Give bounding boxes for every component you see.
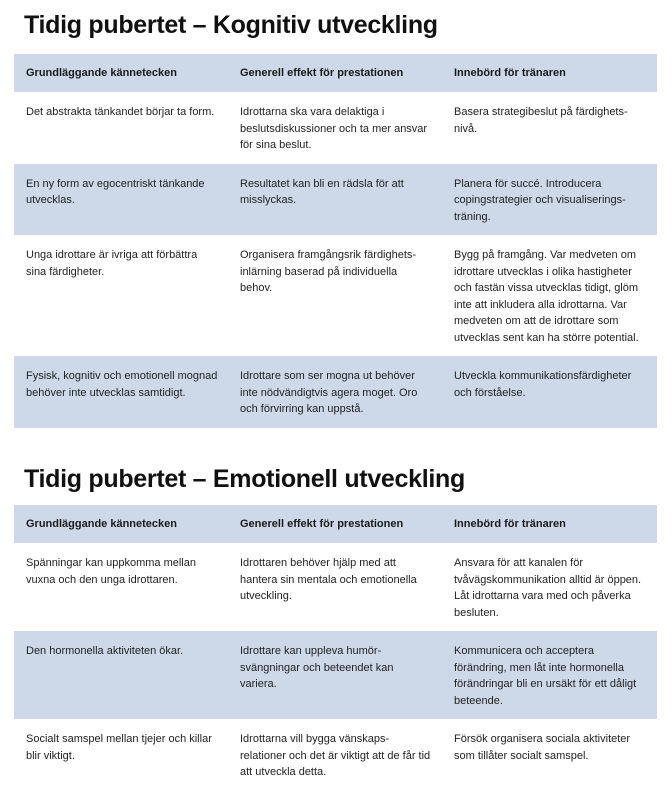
section-cognitive: [14, 0, 657, 428]
table-cell: Unga idrottare är ivriga att förbättra sina färdigheter.: [26, 249, 198, 278]
table-cell: Utveckla kommunikationsfärdigheter och förståelse.: [442, 356, 657, 428]
table-row: [14, 356, 657, 428]
section-emotional: [14, 458, 657, 791]
emotional-table: [14, 505, 657, 791]
table-cell: Organisera framgångsrik färdighets-inlärning baserad på individuella behov.: [240, 249, 417, 294]
table-cell: Bygg på framgång. Var medveten om idrottare utvecklas i olika hastigheter och fastän vissa utvecklas tidigt, glöm inte att inkludera alla idrottarna. Var medveten om att de idrottare som utvecklas sent kan ha större potential.: [454, 249, 639, 344]
table-cell: En ny form av egocentriskt tänkande utvecklas.: [14, 164, 228, 236]
table-cell: Det abstrakta tänkandet börjar ta form.: [26, 106, 215, 118]
table-cell: Socialt samspel mellan tjejer och killar blir viktigt.: [26, 733, 212, 762]
table-cell: Idrottarna vill bygga vänskaps-relationer och det är viktigt att de får tid att utveckla detta.: [240, 733, 431, 778]
table-row: [14, 543, 657, 631]
table-cell: Kommunicera och acceptera förändring, men låt inte hormonella förändringar bli en ursäkt för ett dåligt beteende.: [442, 631, 657, 719]
table-header-row: [14, 54, 657, 92]
column-header: Grundläggande kännetecken: [14, 505, 228, 543]
table-cell: Försök organisera sociala aktiviteter som tillåter socialt samspel.: [454, 733, 631, 762]
column-header: Grundläggande kännetecken: [14, 54, 228, 92]
table-row: [14, 92, 657, 164]
table-row: [14, 164, 657, 236]
table-header-row: [14, 505, 657, 543]
table-cell: Fysisk, kognitiv och emotionell mognad behöver inte utvecklas samtidigt.: [14, 356, 228, 428]
table-cell: Spänningar kan uppkomma mellan vuxna och den unga idrottaren.: [26, 557, 196, 586]
column-header: Generell effekt för prestationen: [228, 505, 442, 543]
section-title: Tidig pubertet – Kognitiv utveckling: [24, 11, 438, 39]
table-row: [14, 631, 657, 719]
table-cell: Den hormonella aktiviteten ökar.: [14, 631, 228, 719]
table-row: [14, 235, 657, 356]
table-cell: Planera för succé. Introducera copingstrategier och visualiserings-träning.: [442, 164, 657, 236]
table-cell: Basera strategibeslut på färdighets-nivå.: [454, 106, 628, 135]
table-cell: Ansvara för att kanalen för tvåvägskommunikation alltid är öppen. Låt idrottarna vara med och påverka besluten.: [454, 557, 642, 619]
column-header: Innebörd för tränaren: [442, 505, 657, 543]
table-row: [14, 719, 657, 791]
table-cell: Idrottare kan uppleva humör-svängningar och beteendet kan variera.: [228, 631, 442, 719]
table-cell: Idrottarna ska vara delaktiga i beslutsdiskussioner och ta mer ansvar för sina beslut.: [240, 106, 428, 151]
table-cell: Resultatet kan bli en rädsla för att misslyckas.: [228, 164, 442, 236]
table-cell: Idrottare som ser mogna ut behöver inte nödvändigtvis agera moget. Oro och förvirring kan uppstå.: [228, 356, 442, 428]
column-header: Generell effekt för prestationen: [228, 54, 442, 92]
cognitive-table: [14, 54, 657, 428]
column-header: Innebörd för tränaren: [442, 54, 657, 92]
table-cell: Idrottaren behöver hjälp med att hantera sin mentala och emotionella utveckling.: [240, 557, 417, 602]
section-title: Tidig pubertet – Emotionell utveckling: [24, 465, 465, 493]
